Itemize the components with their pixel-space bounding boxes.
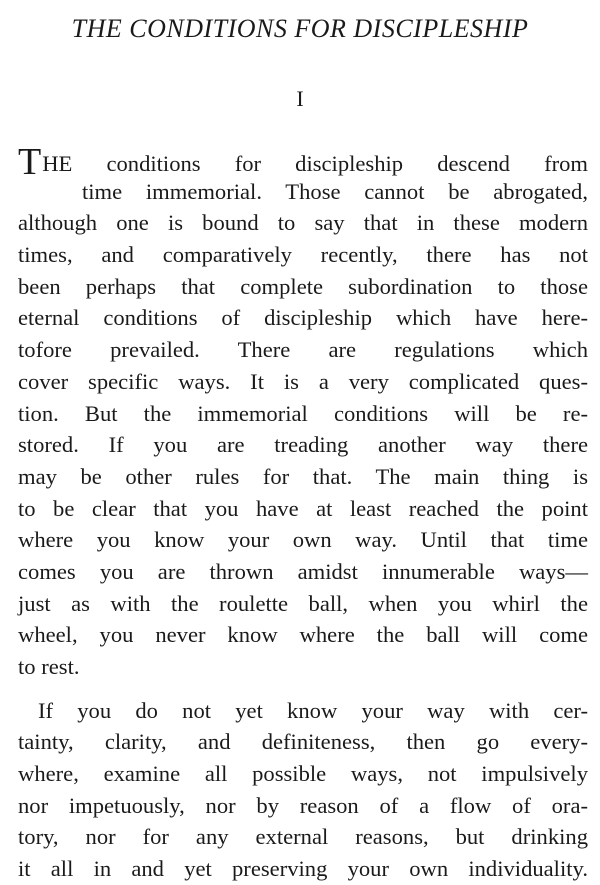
paragraph-1-line-1 [18, 141, 588, 183]
paragraph-1-line-9: tion. But the immemorial conditions will be re- [18, 400, 588, 426]
paragraph-2-line-4: nor impetuously, nor by reason of a flow of ora- [18, 792, 588, 818]
paragraph-1-line-8: cover specific ways. It is a very complicated ques- [18, 368, 588, 394]
body-text [18, 141, 588, 885]
paragraph-2-line-5: tory, nor for any external reasons, but drinking [18, 824, 588, 850]
paragraph-1-line-15: just as with the roulette ball, when you whirl the [18, 590, 588, 616]
paragraph-2-line-1: If you do not yet know your way with cer- [38, 697, 588, 723]
paragraph-1-line-5: been perhaps that complete subordination to those [18, 273, 588, 299]
paragraph-2-line-3: where, examine all possible ways, not impulsively [18, 761, 588, 787]
paragraph-1-line-16: wheel, you never know where the ball will come [18, 622, 588, 648]
paragraph-2-line-6: it all in and yet preserving your own individuality. [18, 856, 588, 882]
paragraph-1-line-6: eternal conditions of discipleship which have here- [18, 305, 588, 331]
paragraph-gap [18, 683, 588, 695]
paragraph-2 [18, 695, 588, 885]
paragraph-1-line-10: stored. If you are treading another way there [18, 432, 588, 458]
paragraph-1-line-17: to rest. [18, 654, 80, 679]
paragraph-1-line-3: although one is bound to say that in these modern [18, 210, 588, 236]
paragraph-1-line-12: to be clear that you have at least reached the point [18, 495, 588, 521]
paragraph-1 [18, 141, 588, 683]
paragraph-1-line-7: tofore prevailed. There are regulations which [18, 337, 588, 363]
drop-cap: T [18, 141, 42, 183]
paragraph-2-line-2: tainty, clarity, and definiteness, then go every- [18, 729, 588, 755]
paragraph-1-line-4: times, and comparatively recently, there has not [18, 242, 588, 268]
line-text: HE conditions for discipleship descend from [42, 151, 588, 176]
paragraph-1-line-2: time immemorial. Those cannot be abrogated, [82, 178, 588, 204]
page-title: THE CONDITIONS FOR DISCIPLESHIP [71, 14, 529, 43]
paragraph-1-line-13: where you know your own way. Until that time [18, 527, 588, 553]
paragraph-1-line-14: comes you are thrown amidst innumerable ways— [18, 558, 588, 584]
paragraph-1-line-11: may be other rules for that. The main thing is [18, 463, 588, 489]
section-number: I [296, 86, 304, 111]
